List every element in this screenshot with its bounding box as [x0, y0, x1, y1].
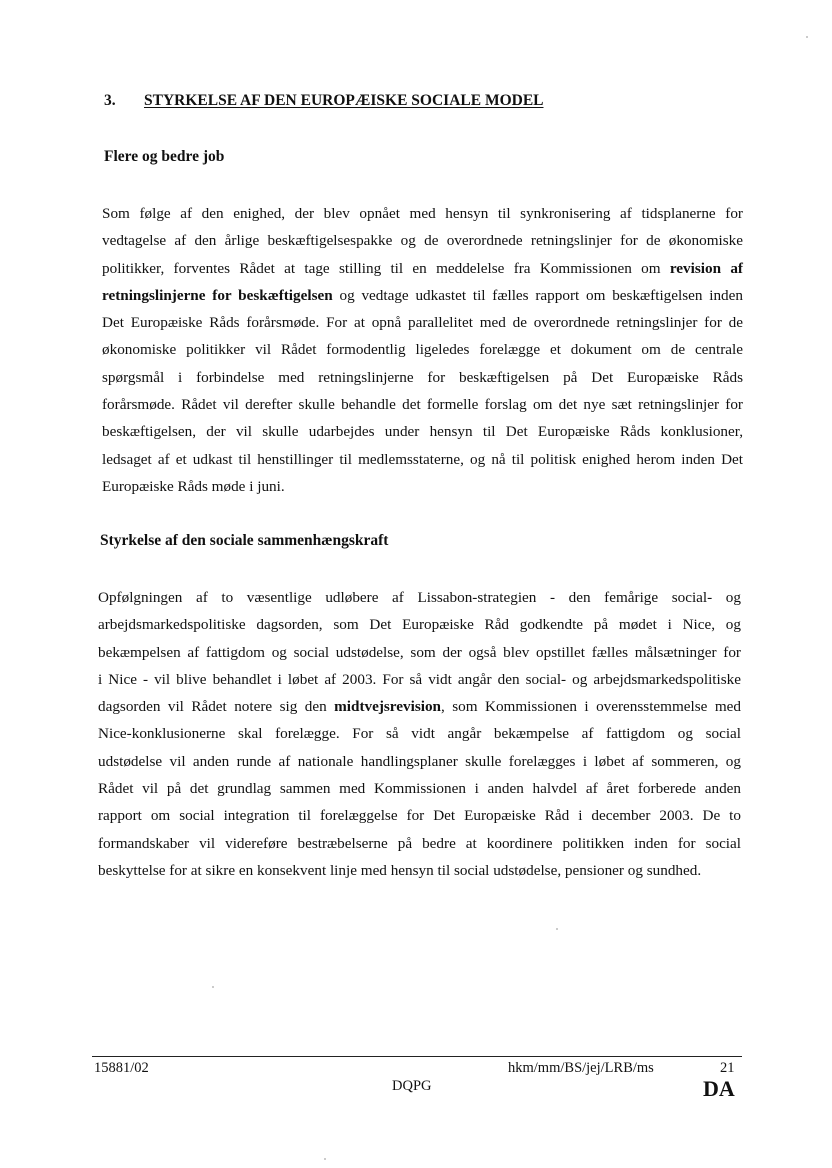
paragraph-social-cohesion	[98, 584, 741, 884]
text-line: Rådet vil på det grundlag sammen med Kommissionen i anden halvdel af året forberede anden	[98, 780, 741, 798]
text-line: i Nice - vil blive behandlet i løbet af 2003. For så vidt angår den social- og arbejdsmarkedspolitiske	[98, 670, 741, 688]
text-line: Europæiske Råds møde i juni.	[102, 477, 285, 495]
scan-speck	[556, 928, 558, 930]
subsection-title-jobs: Flere og bedre job	[104, 148, 225, 165]
text-line: retningslinjerne for beskæftigelsen og vedtage udkastet til fælles rapport om beskæftigelsen inden	[102, 286, 743, 304]
scan-speck	[212, 986, 214, 988]
text-line: dagsorden vil Rådet notere sig den midtvejsrevision, som Kommissionen i overensstemmelse med	[98, 698, 741, 716]
bold-term: midtvejsrevision	[334, 698, 441, 716]
bold-term: retningslinjerne for beskæftigelsen	[102, 286, 333, 304]
text-line: forårsmøde. Rådet vil derefter skulle behandle det formelle forslag om det nye sæt retningslinjer for	[102, 396, 743, 414]
footer-divider	[92, 1056, 742, 1057]
footer-initials: hkm/mm/BS/jej/LRB/ms	[508, 1060, 654, 1076]
section-title: STYRKELSE AF DEN EUROPÆISKE SOCIALE MODEL	[144, 92, 544, 109]
subsection-title-social-cohesion: Styrkelse af den sociale sammenhængskraft	[100, 532, 389, 549]
text-line: politikker, forventes Rådet at tage stilling til en meddelelse fra Kommissionen om revision af	[102, 259, 743, 277]
text-line: formandskaber vil videreføre bestræbelserne på bedre at koordinere politikken inden for social	[98, 834, 741, 852]
bold-term: revision af	[669, 259, 743, 277]
text-line: Det Europæiske Råds forårsmøde. For at opnå parallelitet med de overordnede retningslinjer for de	[102, 314, 743, 332]
paragraph-jobs	[102, 200, 743, 500]
text-line: bekæmpelsen af fattigdom og social udstødelse, som der også blev opstillet fælles målsætninger for	[98, 643, 741, 661]
scan-speck	[324, 1158, 326, 1160]
text-line: vedtagelse af den årlige beskæftigelsespakke og de overordnede retningslinjer for de økonomiske	[102, 232, 743, 250]
text-line: rapport om social integration til forelæggelse for Det Europæiske Råd i december 2003. De to	[98, 807, 741, 825]
text-line: arbejdsmarkedspolitiske dagsorden, som Det Europæiske Råd godkendte på mødet i Nice, og	[98, 616, 741, 634]
section-number: 3.	[104, 92, 116, 109]
text-line: spørgsmål i forbindelse med retningslinjerne for beskæftigelsen på Det Europæiske Råds	[102, 368, 743, 386]
footer-department: DQPG	[392, 1078, 432, 1094]
footer-page-number: 21	[720, 1060, 735, 1076]
scan-speck	[806, 36, 808, 38]
section-heading	[104, 92, 544, 110]
footer-language-code: DA	[703, 1076, 735, 1101]
text-line: Som følge af den enighed, der blev opnået med hensyn til synkronisering af tidsplanerne for	[102, 205, 743, 222]
text-line: beskæftigelsen, der vil skulle udarbejdes under hensyn til Det Europæiske Råds konklusioner,	[102, 423, 743, 441]
text-line: ledsaget af et udkast til henstillinger til medlemsstaterne, og nå til politisk enighed herom inden Det	[102, 450, 743, 468]
footer-doc-number: 15881/02	[94, 1060, 149, 1076]
text-line: beskyttelse for at sikre en konsekvent linje med hensyn til social udstødelse, pensioner og sundhed.	[98, 861, 702, 879]
text-line: Opfølgningen af to væsentlige udløbere af Lissabon-strategien - den femårige social- og	[98, 589, 741, 606]
text-line: økonomiske politikker vil Rådet formodentlig ligeledes forelægge et dokument om de centrale	[102, 341, 743, 359]
text-line: Nice-konklusionerne skal forelægge. For så vidt angår bekæmpelse af fattigdom og social	[98, 725, 741, 743]
text-line: udstødelse vil anden runde af nationale handlingsplaner skulle forelægges i løbet af sommeren, og	[98, 752, 741, 770]
